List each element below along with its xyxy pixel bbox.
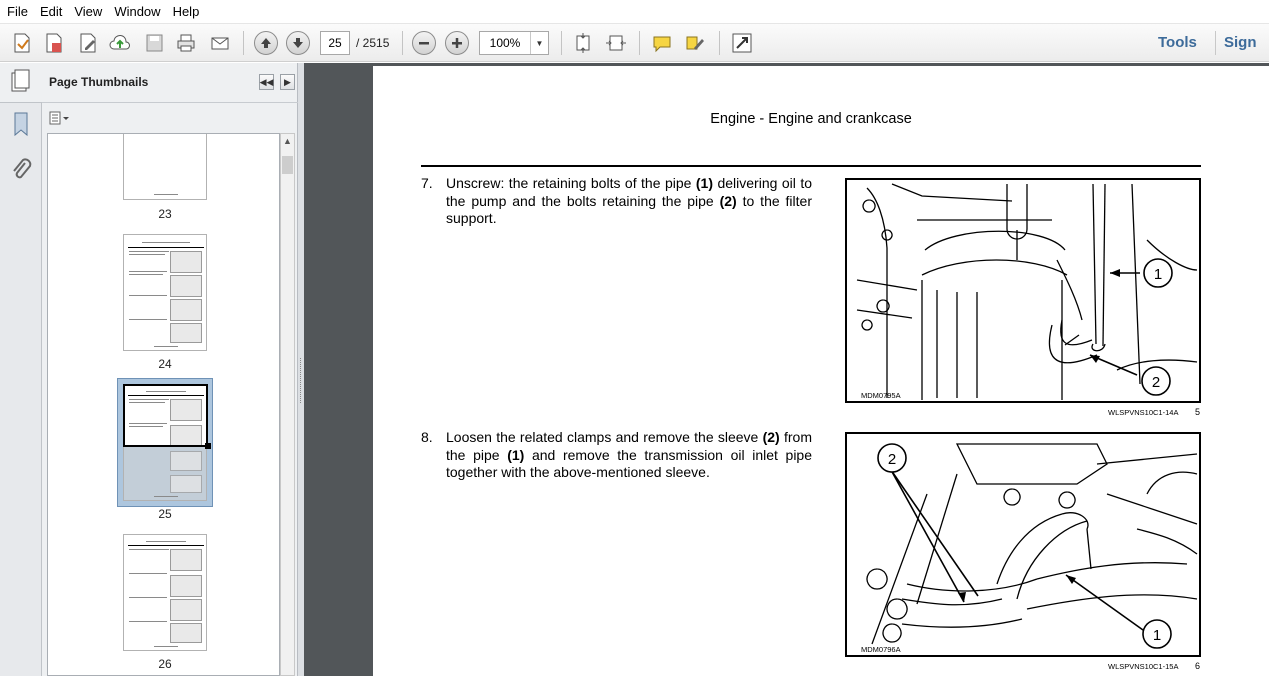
toolbar-separator <box>719 31 720 55</box>
toolbar-separator <box>561 31 562 55</box>
menu-view[interactable]: View <box>74 3 103 19</box>
sign-button[interactable]: Sign <box>1215 31 1265 55</box>
toolbar-separator <box>639 31 640 55</box>
tools-button[interactable]: Tools <box>1158 34 1197 51</box>
zoom-value: 100% <box>489 36 521 50</box>
scrollbar-thumb[interactable] <box>282 156 293 174</box>
bookmark-icon[interactable] <box>8 109 34 139</box>
thumbnail-label: 26 <box>158 657 172 671</box>
thumbnail-label: 25 <box>158 507 172 521</box>
upload-cloud-icon[interactable] <box>106 29 134 57</box>
email-icon[interactable] <box>206 29 234 57</box>
resize-handle[interactable] <box>205 443 211 449</box>
fit-width-icon[interactable] <box>602 29 630 57</box>
menu-file[interactable]: File <box>7 3 28 19</box>
figure-code: MDM0795A <box>861 391 901 400</box>
edit-pdf-icon[interactable] <box>74 29 102 57</box>
figure-image <box>845 432 1201 657</box>
options-menu-icon[interactable] <box>48 109 72 127</box>
navigation-rail <box>0 63 42 676</box>
menu-help[interactable]: Help <box>172 3 200 19</box>
zoom-out-button[interactable] <box>410 29 438 57</box>
menu-edit[interactable]: Edit <box>39 3 63 19</box>
figure-number: 6 <box>1195 661 1201 671</box>
toolbar <box>0 24 1269 62</box>
expand-panel-icon[interactable]: ▶ <box>280 74 295 90</box>
thumbnail-options-row <box>42 103 298 133</box>
full-screen-icon[interactable] <box>728 29 756 57</box>
previous-page-button[interactable] <box>252 29 280 57</box>
page-header: Engine - Engine and crankcase <box>710 111 912 127</box>
page-thumbnails-icon[interactable] <box>0 63 42 103</box>
panel-title: Page Thumbnails <box>49 75 149 89</box>
figure-reference: WLSPVNS10C1-14A <box>1108 408 1179 417</box>
page-number-input[interactable] <box>320 31 350 55</box>
menu-window[interactable]: Window <box>114 3 161 19</box>
zoom-in-button[interactable] <box>443 29 471 57</box>
page-thumbnail[interactable] <box>123 133 207 200</box>
collapse-panel-icon[interactable]: ◀◀ <box>259 74 274 90</box>
thumbnails-scrollbar[interactable] <box>280 133 295 676</box>
print-icon[interactable] <box>172 29 200 57</box>
figure-callout: 1 <box>1153 266 1163 283</box>
pdf-page <box>373 66 1269 676</box>
chevron-down-icon[interactable]: ▼ <box>530 32 548 54</box>
header-rule <box>421 165 1201 167</box>
thumbnail-label: 24 <box>158 357 172 371</box>
figure-code: MDM0796A <box>861 645 901 654</box>
toolbar-separator <box>243 31 244 55</box>
save-icon[interactable] <box>140 29 168 57</box>
thumbnails-header <box>42 63 298 103</box>
combine-files-icon[interactable] <box>40 29 68 57</box>
menu-bar <box>0 0 1269 24</box>
step-text: Loosen the related clamps and remove the sleeve (2) from the pipe (1) and remove the transmission oil inlet pipe together with the above-mentioned sleeve. <box>446 429 812 480</box>
page-total-label: / 2515 <box>356 36 390 50</box>
visible-area-indicator[interactable] <box>123 384 208 447</box>
thumbnail-list <box>47 133 280 676</box>
zoom-select[interactable] <box>479 31 549 55</box>
step-text: Unscrew: the retaining bolts of the pipe (1) delivering oil to the pump and the bolts retaining the pipe (2) to the filter support. <box>446 175 812 226</box>
figure-callout: 2 <box>887 451 897 468</box>
page-thumbnail[interactable] <box>123 234 207 351</box>
figure-number: 5 <box>1195 407 1201 417</box>
fit-page-icon[interactable] <box>569 29 597 57</box>
highlight-icon[interactable] <box>681 29 709 57</box>
thumbnail-label: 23 <box>158 207 172 221</box>
thumbnails-panel <box>42 63 298 676</box>
scroll-up-icon[interactable]: ▲ <box>283 136 292 146</box>
figure-callout: 1 <box>1152 627 1162 644</box>
figure-image <box>845 178 1201 403</box>
page-thumbnail[interactable] <box>123 534 207 651</box>
step-number: 8. <box>421 429 433 445</box>
attachment-icon[interactable] <box>8 155 34 185</box>
figure-callout: 2 <box>1151 374 1161 391</box>
step-number: 7. <box>421 175 433 191</box>
create-pdf-icon[interactable] <box>8 29 36 57</box>
comment-icon[interactable] <box>648 29 676 57</box>
next-page-button[interactable] <box>284 29 312 57</box>
figure-reference: WLSPVNS10C1-15A <box>1108 662 1179 671</box>
toolbar-separator <box>402 31 403 55</box>
document-viewport <box>304 63 1269 676</box>
